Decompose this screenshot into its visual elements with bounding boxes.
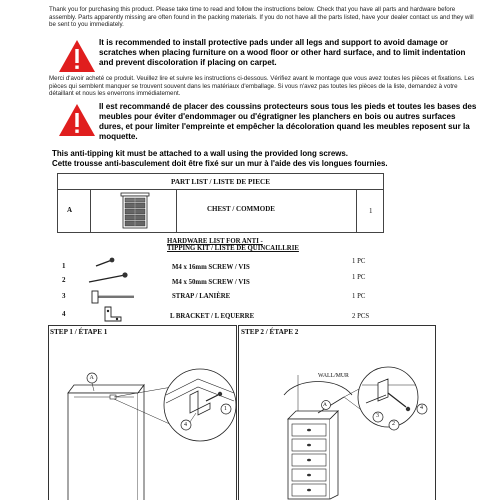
part-qty: 1 — [369, 207, 373, 215]
strap-icon — [90, 290, 140, 304]
warning-english-text: It is recommended to install protective pads under all legs and support to avoid damage or scratches when placing furniture on a wood floor or other hard surface, and to limit indentation and prevent discoloration if placing on carpet. — [99, 38, 466, 67]
warning-french-text: Il est recommandé de placer des coussins protecteurs sous tous les pieds et toutes les bases des meubles pour éviter d'endommager ou d'égratigner les planchers en bois ou autres surfaces dures, et pour limiter l'empreinte et empêcher la décoloration quand les meubles reposent sur la moquette. — [99, 102, 477, 141]
hardware-name-1: M4 x 16mm SCREW / VIS — [172, 264, 250, 271]
warning-triangle-icon — [57, 38, 97, 74]
hardware-header-line1: HARDWARE LIST FOR ANTI - — [167, 238, 263, 245]
callout-a-step2: A — [323, 401, 327, 408]
intro-english: Thank you for purchasing this product. Please take time to read and follow the instructions below. Check that you have all parts and hardware before assembly. Parts apparently missing are often found in the packing materials. If you do not have all the parts listed, have your dealer contact us and they will be sent to you immediately. — [49, 6, 474, 29]
hardware-name-2: M4 x 50mm SCREW / VIS — [172, 279, 250, 286]
step-1-illustration — [48, 335, 237, 500]
part-list-table — [57, 173, 384, 233]
chest-thumbnail-icon — [115, 191, 155, 231]
hardware-qty-3: 1 PC — [352, 293, 366, 300]
warning-english — [57, 38, 477, 74]
callout-4-step1: 4 — [184, 421, 187, 428]
wall-label: WALL/MUR — [318, 373, 349, 379]
warning-french — [57, 102, 477, 142]
kit-english: This anti-tipping kit must be attached to a wall using the provided long screws. — [52, 149, 348, 158]
part-list-row — [58, 190, 383, 232]
hardware-name-3: STRAP / LANIÈRE — [172, 293, 231, 300]
step-2-title: STEP 2 / ÉTAPE 2 — [241, 328, 299, 336]
kit-french: Cette trousse anti-basculement doit être fixé sur un mur à l'aide des vis longues fournies. — [52, 159, 388, 168]
hardware-qty-4: 2 PCS — [352, 313, 370, 320]
intro-french: Merci d'avoir acheté ce produit. Veuillez lire et suivre les instructions ci-dessous. Vérifiez avant le montage que vous avez toutes les pièces et fixations. Les pièces qui semblent manquer se trouvent souvent dans les matériaux d'emballage. Si vous n'avez pas toutes les pièces de la liste, demandez à votre détaillant et nous les enverrons immédiatement. — [49, 75, 475, 98]
callout-a: A — [89, 374, 94, 381]
screw-short-icon — [90, 255, 130, 269]
l-bracket-icon — [102, 305, 124, 323]
hardware-qty-2: 1 PC — [352, 274, 366, 281]
hardware-name-4: L BRACKET / L EQUERRE — [170, 313, 255, 320]
callout-1: 1 — [224, 405, 227, 412]
warning-triangle-icon — [57, 102, 97, 138]
part-list-header-row — [58, 174, 383, 190]
step-2-illustration — [238, 335, 436, 500]
part-name: CHEST / COMMODE — [207, 205, 275, 213]
callout-3: 3 — [376, 413, 379, 419]
hardware-num-1: 1 — [62, 262, 66, 270]
hardware-num-4: 4 — [62, 310, 66, 318]
hardware-num-2: 2 — [62, 276, 66, 284]
callout-4-step2: 4 — [420, 405, 423, 411]
step-1-title: STEP 1 / ÉTAPE 1 — [50, 328, 108, 336]
callout-2: 2 — [392, 421, 395, 427]
screw-long-icon — [85, 271, 135, 285]
hardware-num-3: 3 — [62, 292, 66, 300]
hardware-header-line2: TIPPING KIT / LISTE DE QUINCAILLRIE — [167, 245, 299, 252]
part-list-header: PART LIST / LISTE DE PIECE — [170, 178, 270, 186]
part-letter: A — [67, 206, 73, 214]
hardware-qty-1: 1 PC — [352, 258, 366, 265]
